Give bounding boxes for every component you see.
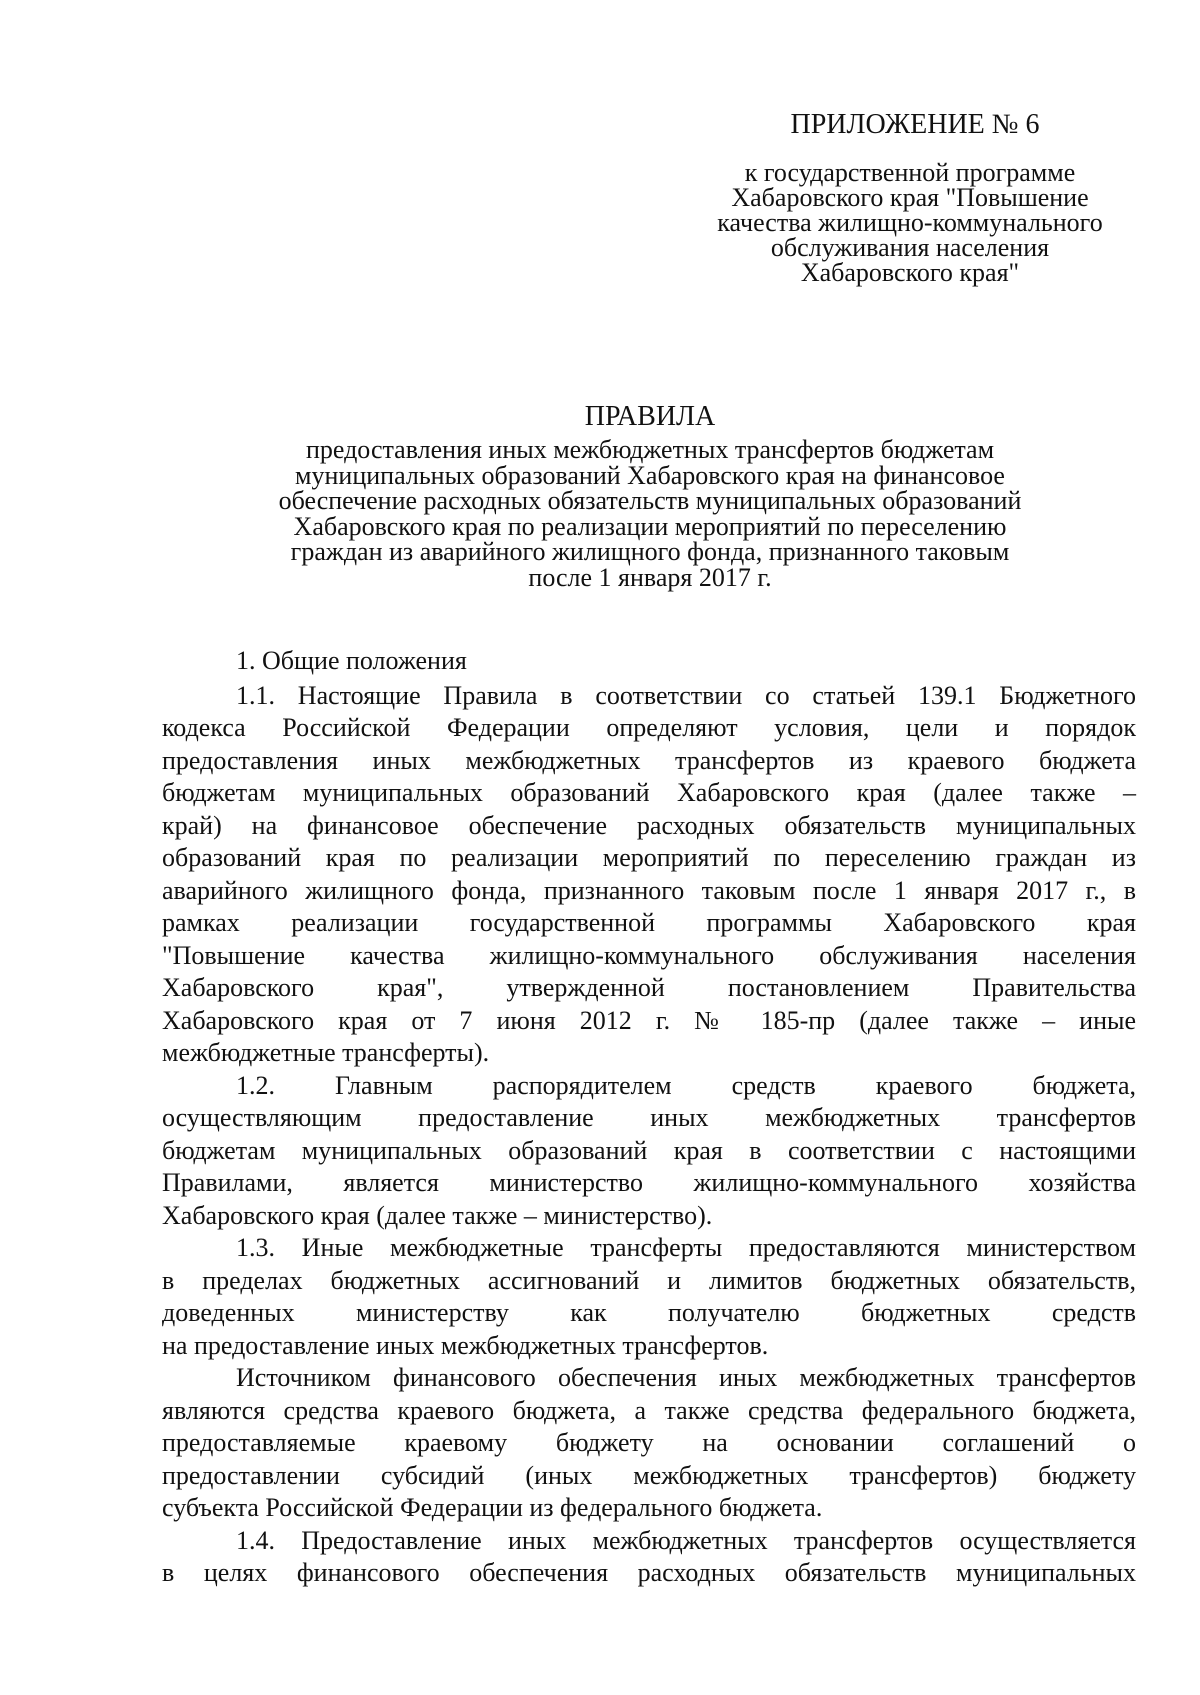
text-line: аварийного жилищного фонда, признанного таковым после 1 января 2017 г., в — [162, 875, 1136, 905]
appendix-line: качества жилищно-коммунального — [717, 208, 1103, 237]
appendix-title: ПРИЛОЖЕНИЕ № 6 — [790, 109, 1040, 140]
text-line: образований края по реализации мероприятий по переселению граждан из — [162, 843, 1136, 872]
text-line: Хабаровского края", утвержденной постановлением Правительства — [162, 973, 1136, 1002]
appendix-line: Хабаровского края "Повышение — [731, 183, 1089, 212]
document-title: ПРАВИЛА — [584, 401, 716, 432]
appendix-line: к государственной программе — [744, 158, 1076, 187]
text-line: Хабаровского края от 7 июня 2012 г. № 185-пр (далее также – иные — [162, 1005, 1136, 1035]
appendix-block — [700, 108, 1120, 285]
paragraph-1-4 — [162, 1525, 1136, 1590]
text-line: являются средства краевого бюджета, а также средства федерального бюджета, — [162, 1395, 1136, 1425]
paragraph-1-1 — [162, 680, 1136, 1070]
appendix-line: обслуживания населения — [770, 233, 1050, 262]
text-line: в целях финансового обеспечения расходных обязательств муниципальных — [162, 1558, 1136, 1587]
text-line: Источником финансового обеспечения иных межбюджетных трансфертов — [236, 1363, 1136, 1392]
paragraph-1-2 — [162, 1070, 1136, 1233]
text-line: Хабаровского края (далее также – министерство). — [162, 1200, 713, 1230]
text-line: рамках реализации государственной программы Хабаровского края — [162, 908, 1136, 937]
text-line: бюджетам муниципальных образований Хабаровского края (далее также – — [162, 778, 1136, 807]
text-line: предоставляемые краевому бюджету на основании соглашений о — [162, 1428, 1136, 1457]
paragraph-funding-source — [162, 1362, 1136, 1525]
text-line: предоставлении субсидий (иных межбюджетных трансфертов) бюджету — [162, 1460, 1136, 1490]
document-subtitle — [200, 437, 1100, 590]
text-line: 1.4. Предоставление иных межбюджетных трансфертов осуществляется — [236, 1525, 1136, 1555]
text-line: межбюджетные трансферты). — [162, 1038, 490, 1067]
text-line: на предоставление иных межбюджетных трансфертов. — [162, 1330, 769, 1360]
text-line: край) на финансовое обеспечение расходных обязательств муниципальных — [162, 810, 1136, 840]
document-body — [162, 645, 1136, 1590]
text-line: в пределах бюджетных ассигнований и лимитов бюджетных обязательств, — [162, 1265, 1136, 1295]
subtitle-line: граждан из аварийного жилищного фонда, признанного таковым — [290, 537, 1010, 566]
text-line: 1.2. Главным распорядителем средств краевого бюджета, — [236, 1070, 1136, 1100]
text-line: Правилами, является министерство жилищно-коммунального хозяйства — [162, 1168, 1136, 1197]
text-line: бюджетам муниципальных образований края в соответствии с настоящими — [162, 1135, 1136, 1165]
section-heading: 1. Общие положения — [236, 646, 467, 675]
text-line: "Повышение качества жилищно-коммунального обслуживания населения — [162, 940, 1136, 970]
subtitle-line: после 1 января 2017 г. — [528, 562, 772, 592]
text-line: осуществляющим предоставление иных межбюджетных трансфертов — [162, 1103, 1136, 1132]
text-line: 1.1. Настоящие Правила в соответствии со статьей 139.1 Бюджетного — [236, 680, 1136, 710]
text-line: доведенных министерству как получателю бюджетных средств — [162, 1298, 1136, 1327]
appendix-line: Хабаровского края" — [800, 258, 1020, 287]
paragraph-1-3 — [162, 1232, 1136, 1362]
text-line: предоставления иных межбюджетных трансфертов из краевого бюджета — [162, 745, 1136, 775]
subtitle-line: Хабаровского края по реализации мероприятий по переселению — [293, 511, 1007, 541]
subtitle-line: муниципальных образований Хабаровского края на финансовое — [295, 460, 1005, 490]
text-line: субъекта Российской Федерации из федерального бюджета. — [162, 1493, 823, 1522]
text-line: кодекса Российской Федерации определяют условия, цели и порядок — [162, 713, 1136, 742]
text-line: 1.3. Иные межбюджетные трансферты предоставляются министерством — [236, 1233, 1136, 1262]
subtitle-line: предоставления иных межбюджетных трансфертов бюджетам — [305, 435, 995, 464]
subtitle-line: обеспечение расходных обязательств муниципальных образований — [278, 486, 1022, 515]
